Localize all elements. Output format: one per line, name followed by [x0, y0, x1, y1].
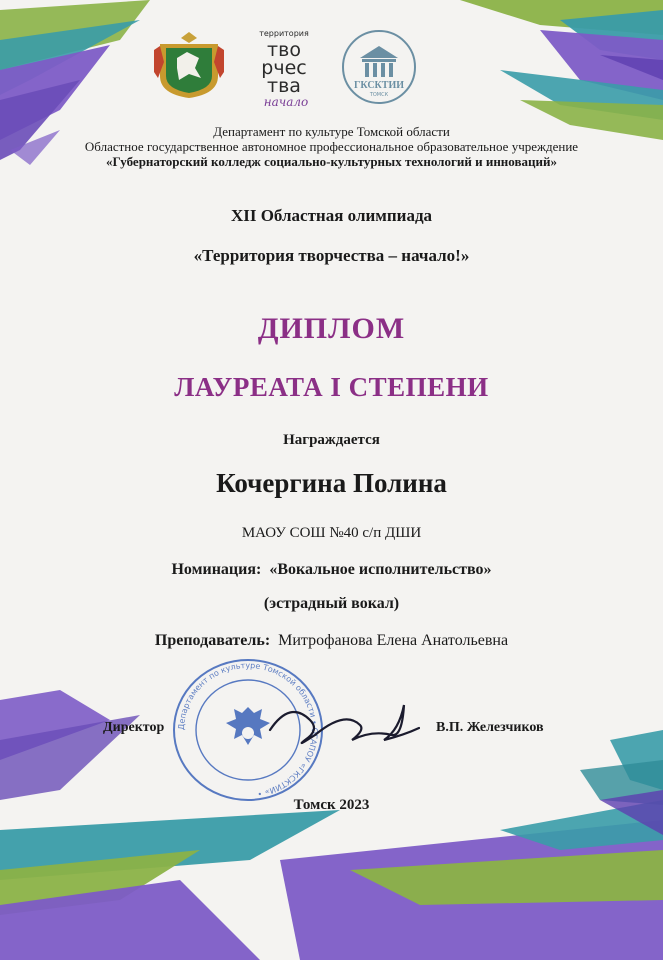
college-logo-city: ТОМСК — [369, 92, 389, 98]
tomsk-region-coat-of-arms-icon — [152, 30, 226, 100]
director-name: В.П. Железчиков — [436, 720, 544, 735]
college-logo-text: ГКСКТИИ — [353, 80, 405, 91]
director-signature — [260, 690, 420, 760]
header-department: Департамент по культуре Томской области — [213, 124, 450, 139]
nomination-label: Номинация: — [171, 561, 262, 578]
recipient-name: Кочергина Полина — [216, 468, 447, 498]
olympiad-title: XII Областная олимпиада — [230, 206, 433, 225]
header-institution-type: Областное государственное автономное профессиональное образовательное учреждение — [84, 139, 579, 154]
diploma-degree: ЛАУРЕАТА I СТЕПЕНИ — [174, 372, 489, 402]
logo-text-line3: тва — [267, 75, 301, 97]
teacher-name: Митрофанова Елена Анатольевна — [278, 632, 509, 649]
stamp-ring-text: Департамент по культуре Томской области • ОГАПОУ «ГКСКТИИ» • — [176, 660, 320, 799]
teacher-label: Преподаватель: — [154, 632, 271, 649]
logo-text-line2: рчес — [261, 57, 307, 79]
diploma-title: ДИПЛОМ — [257, 312, 406, 345]
nomination — [0, 561, 663, 579]
award-label: Награждается — [283, 432, 380, 448]
nomination-value: «Вокальное исполнительство» — [269, 561, 492, 578]
territory-of-creativity-logo — [244, 28, 324, 108]
college-building-logo — [340, 28, 418, 106]
director-label: Директор — [103, 720, 165, 735]
olympiad-subtitle: «Территория творчества – начало!» — [193, 246, 470, 265]
teacher — [0, 632, 663, 650]
footer-city-year: Томск 2023 — [293, 797, 370, 813]
logo-text-line1: тво — [267, 39, 301, 61]
header-college-name: «Губернаторский колледж социально-культурных технологий и инноваций» — [106, 154, 557, 169]
recipient-school: МАОУ СОШ №40 с/п ДШИ — [241, 525, 422, 541]
logo-text-territory: территория — [259, 29, 309, 38]
logo-text-start: начало — [263, 95, 309, 108]
nomination-genre: (эстрадный вокал) — [263, 595, 400, 612]
